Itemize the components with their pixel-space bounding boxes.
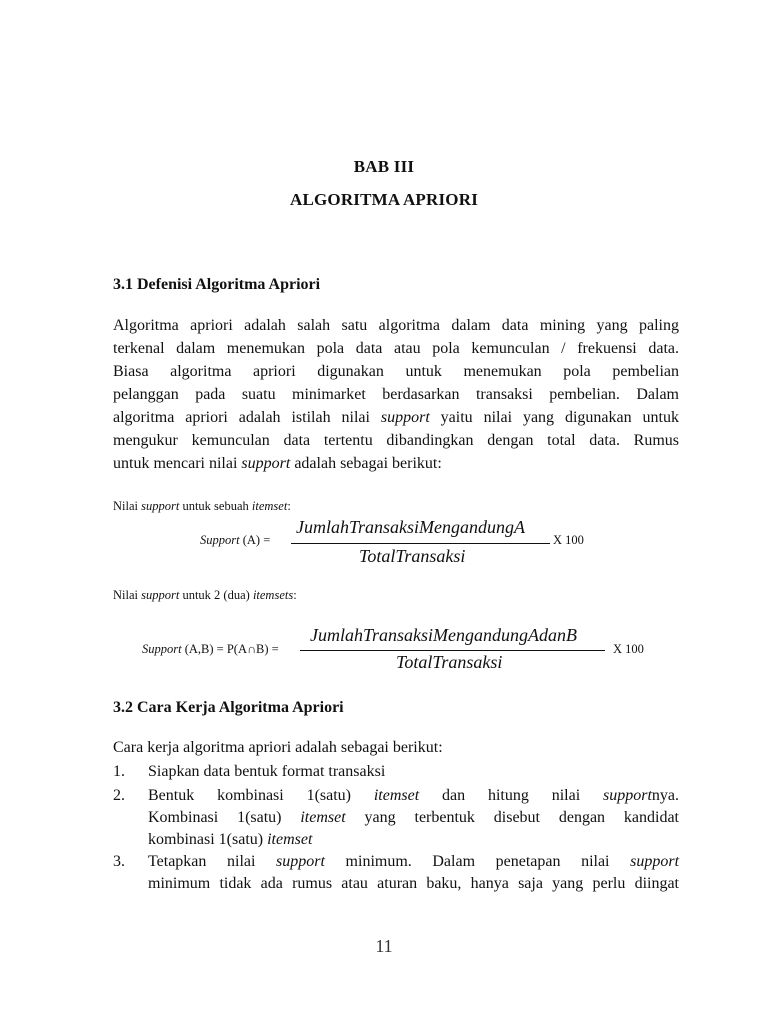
text-run: untuk sebuah: [179, 499, 252, 513]
text-run: Bentuk kombinasi 1(satu): [148, 787, 374, 804]
text-run: (A,B) = P(A∩B) =: [181, 642, 279, 656]
italic-term: support: [141, 499, 180, 513]
text-run: :: [287, 499, 291, 513]
chapter-title: ALGORITMA APRIORI: [289, 190, 479, 209]
list-item-number: 3.: [113, 853, 125, 870]
italic-term: itemset: [251, 499, 288, 513]
paragraph-line: mengukur kemunculan data tertentu dibandingkan dengan total data. Rumus: [113, 432, 679, 449]
italic-term: support: [380, 409, 430, 426]
italic-term: support: [602, 787, 652, 804]
italic-term: itemset: [300, 809, 346, 826]
formula-1-label: [200, 533, 270, 548]
list-intro: [113, 737, 679, 759]
text-run: algoritma apriori adalah istilah nilai: [113, 409, 381, 426]
text-run: Kombinasi 1(satu): [148, 809, 301, 826]
text-run: yang terbentuk disebut dengan kandidat: [345, 809, 679, 826]
formula-2-numerator: JumlahTransaksiMengandungAdanB: [310, 625, 577, 645]
formula-2-multiplier: X 100: [613, 642, 644, 656]
list-item-line: minimum tidak ada rumus atau aturan baku, hanya saja yang perlu diingat: [148, 875, 679, 892]
list-item-text: [148, 785, 679, 851]
list-item-line: Siapkan data bentuk format transaksi: [148, 763, 386, 780]
list-item-line: [148, 785, 679, 807]
italic-term: itemset: [373, 787, 420, 804]
section-heading-3-1: 3.1 Defenisi Algoritma Apriori: [113, 276, 321, 293]
italic-term: support: [630, 853, 680, 870]
paragraph-line: Biasa algoritma apriori digunakan untuk menemukan pola pembelian: [113, 363, 679, 380]
italic-term: Support: [142, 642, 182, 656]
italic-term: Support: [200, 533, 240, 547]
paragraph-line: pelanggan pada suatu minimarket berdasarkan transaksi pembelian. Dalam: [113, 386, 679, 403]
text-run: kombinasi 1(satu): [148, 831, 268, 848]
formula-2-label: [142, 642, 279, 657]
text-run: adalah sebagai berikut:: [290, 455, 442, 472]
text-run: (A) =: [239, 533, 271, 547]
section-1-paragraph: [113, 314, 679, 475]
list-item-line: [148, 829, 679, 851]
italic-term: support: [241, 455, 291, 472]
formula-2-denominator: TotalTransaksi: [396, 652, 503, 672]
formula-1-numerator: JumlahTransaksiMengandungA: [296, 517, 525, 537]
text-run: yaitu nilai yang digunakan untuk: [429, 409, 679, 426]
text-run: untuk 2 (dua): [179, 588, 253, 602]
paragraph-line: Algoritma apriori adalah salah satu algoritma dalam data mining yang paling: [113, 317, 679, 334]
formula-1-denominator: TotalTransaksi: [359, 546, 466, 566]
list-item-number: 2.: [113, 787, 125, 804]
section-heading-3-2: 3.2 Cara Kerja Algoritma Apriori: [113, 699, 344, 716]
text-run: Tetapkan nilai: [148, 853, 277, 870]
text-run: Nilai: [113, 588, 142, 602]
formula-2-caption: [113, 588, 297, 603]
paragraph-line: [113, 406, 679, 429]
list-item-line: [148, 807, 679, 829]
list-item-text: [148, 851, 679, 895]
page-number: 11: [375, 936, 393, 956]
italic-term: itemset: [267, 831, 313, 848]
list-item-number: 1.: [113, 763, 125, 780]
formula-1-multiplier: X 100: [553, 533, 584, 547]
text-run: nya.: [651, 787, 679, 804]
formula-1-caption: [113, 499, 291, 514]
text-run: minimum. Dalam penetapan nilai: [324, 853, 631, 870]
text-run: untuk mencari nilai: [113, 455, 242, 472]
formula-1-fraction-line: [291, 543, 550, 544]
text-run: Nilai: [113, 499, 142, 513]
list-intro-text: Cara kerja algoritma apriori adalah sebagai berikut:: [113, 739, 443, 756]
paragraph-line: terkenal dalam menemukan pola data atau pola kemunculan / frekuensi data.: [113, 340, 679, 357]
italic-term: support: [141, 588, 180, 602]
list-item-line: [148, 851, 679, 873]
chapter-label: BAB III: [353, 157, 415, 176]
text-run: :: [293, 588, 297, 602]
italic-term: itemsets: [252, 588, 294, 602]
paragraph-line: [113, 452, 679, 475]
formula-2-fraction-line: [300, 650, 605, 651]
text-run: dan hitung nilai: [419, 787, 603, 804]
list-item-text: [148, 761, 679, 783]
italic-term: support: [276, 853, 325, 870]
